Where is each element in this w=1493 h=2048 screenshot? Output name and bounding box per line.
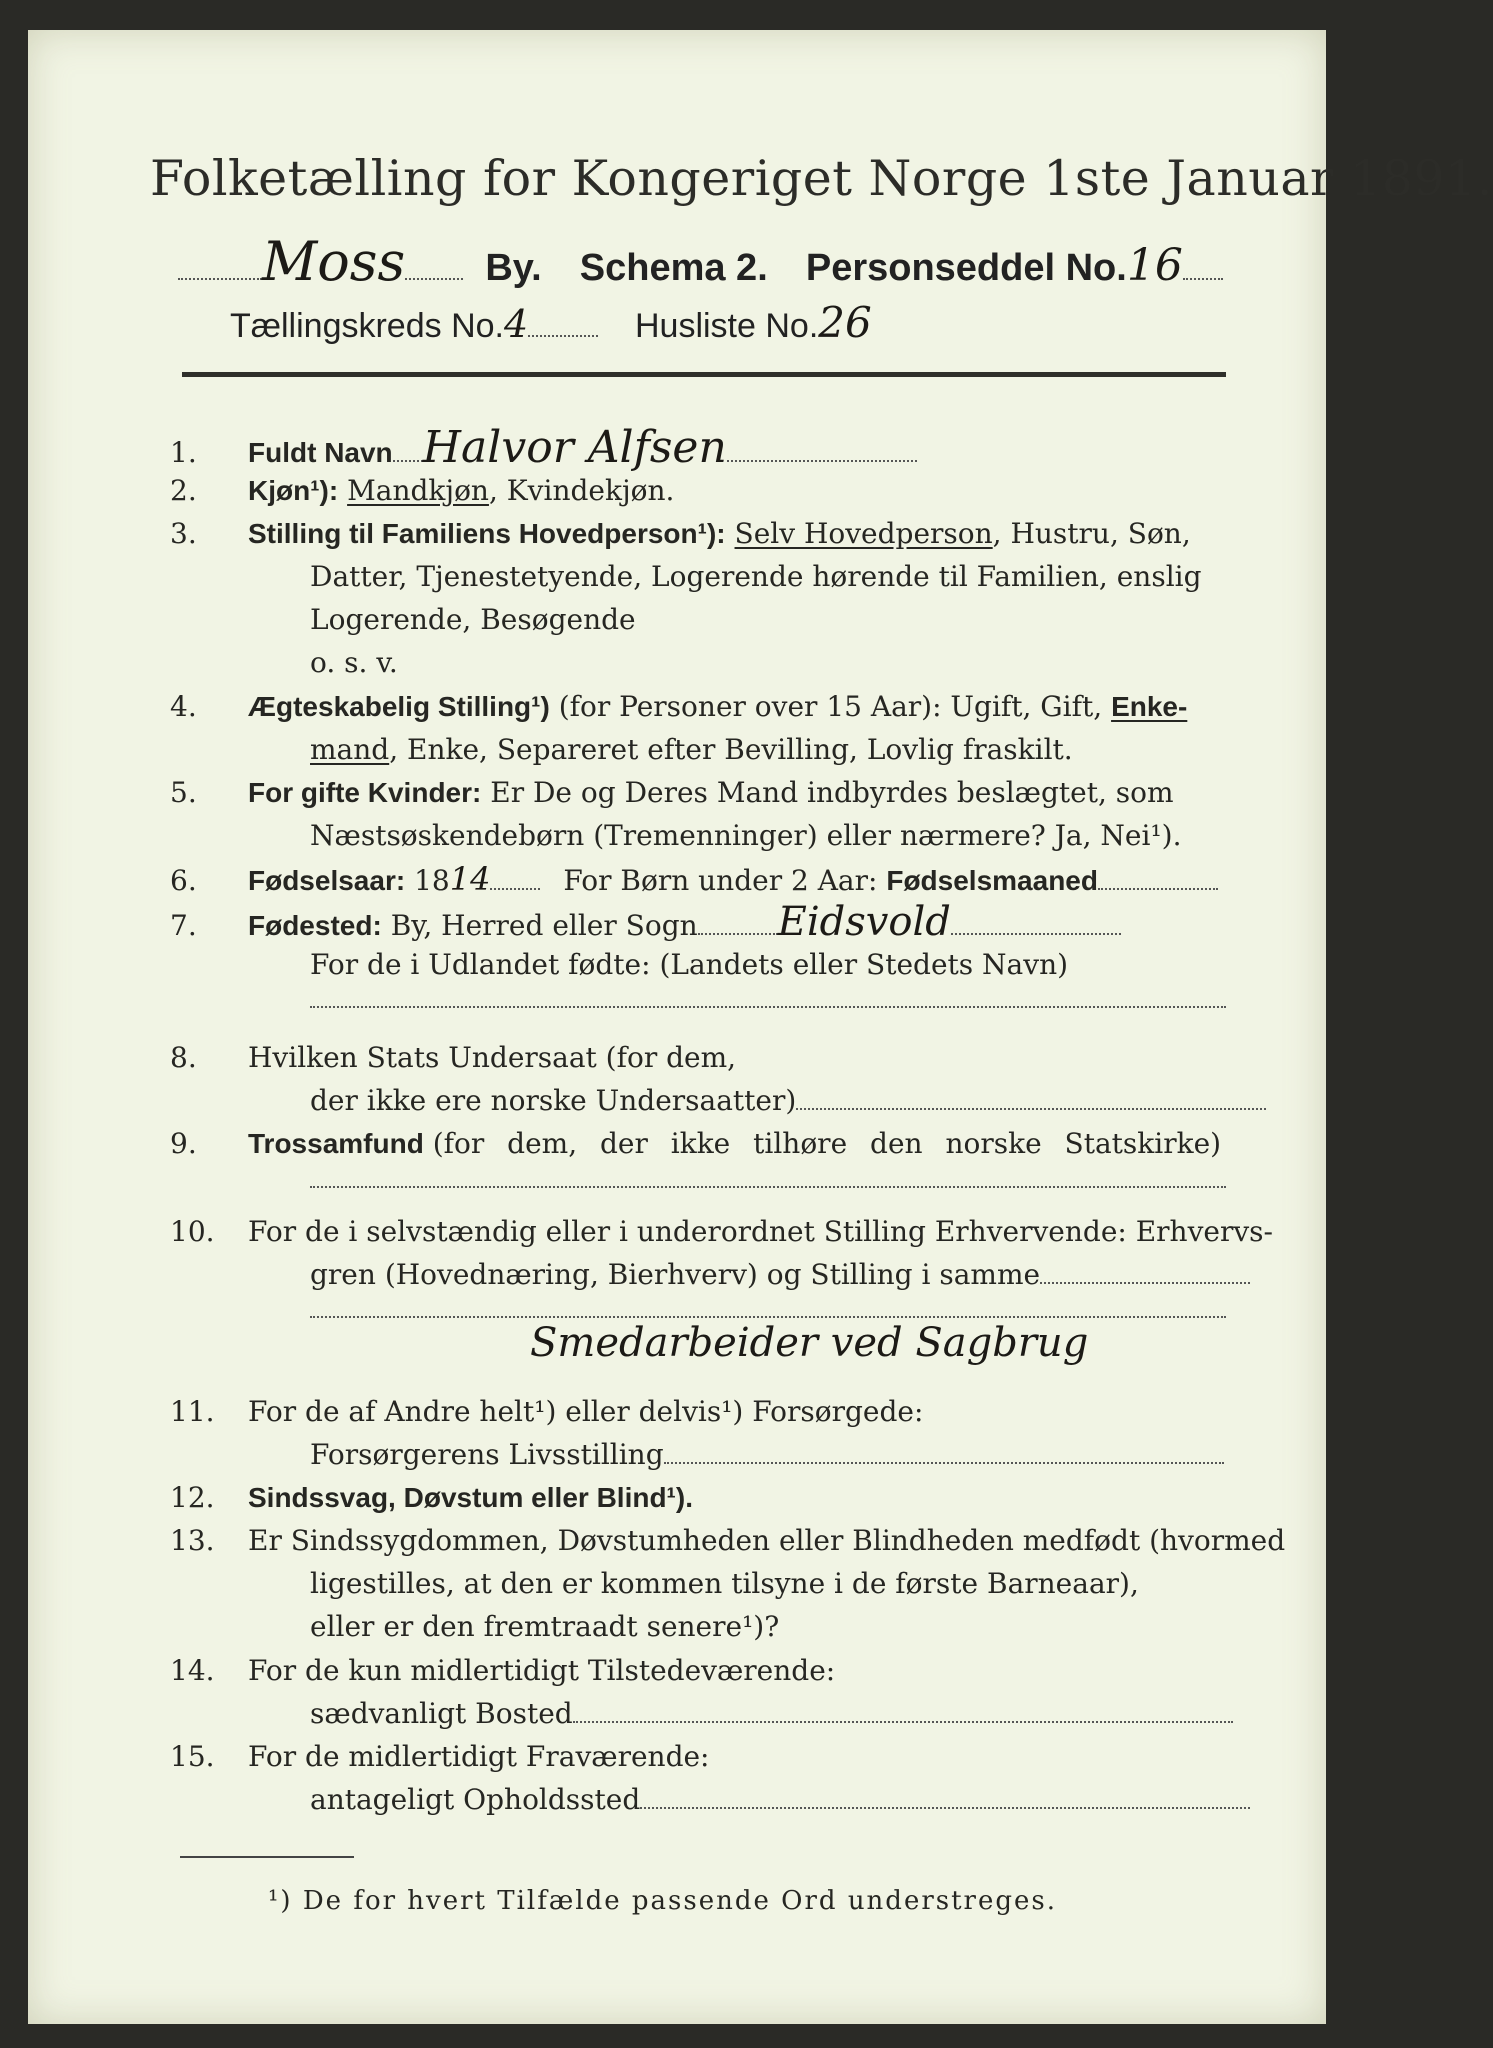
item-8-text: Hvilken Stats Undersaat (for dem, [248, 1041, 737, 1074]
husliste-value: 26 [818, 298, 872, 347]
item-label: Sindssvag, Døvstum eller Blind¹). [248, 1482, 693, 1513]
item-10-line-2 [310, 1254, 1250, 1296]
item-4-text: (for Personer over 15 Aar): Ugift, Gift, [558, 690, 1103, 723]
marital-option-selected: Enke- [1111, 691, 1188, 722]
full-name-value: Halvor Alfsen [422, 422, 727, 473]
item-7 [170, 901, 1121, 947]
item-14-text-2: sædvanligt Bosted [310, 1697, 573, 1730]
birth-year-prefix: 18 [414, 864, 450, 897]
item-15-line-2 [310, 1779, 1250, 1821]
item-number: 1. [170, 436, 197, 469]
item-label: Trossamfund [248, 1128, 424, 1159]
item-number: 6. [170, 864, 197, 897]
footnote-text: ¹) De for hvert Tilfælde passende Ord understreges. [268, 1886, 1058, 1916]
item-3 [170, 513, 1191, 555]
by-label: By. [485, 247, 542, 289]
place-row [178, 230, 1223, 293]
item-13 [170, 1520, 1285, 1562]
item-5-text: Er De og Deres Mand indbyrdes beslægtet, som [490, 776, 1174, 809]
item-14-text: For de kun midlertidigt Tilstedeværende: [248, 1654, 836, 1687]
item-10-blank-line [310, 1316, 1226, 1318]
relation-options-rest: , Hustru, Søn, [992, 517, 1191, 550]
item-number: 5. [170, 776, 197, 809]
item-14-line-2 [310, 1693, 1233, 1735]
place-value: Moss [262, 230, 406, 293]
item-number: 11. [170, 1395, 215, 1428]
item-12 [170, 1477, 693, 1519]
item-13-line-2: ligestilles, at den er kommen tilsyne i de første Barneaar), [310, 1567, 1139, 1600]
item-5 [170, 772, 1174, 814]
item-9 [170, 1123, 1221, 1165]
item-6 [170, 858, 1218, 902]
item-number: 10. [170, 1215, 215, 1248]
footnote-rule [180, 1856, 354, 1858]
marital-options-rest: , Enke, Separeret efter Bevilling, Lovlig fraskilt. [389, 733, 1073, 766]
item-7-blank-line [310, 1006, 1226, 1008]
item-13-line-3: eller er den fremtraadt senere¹)? [310, 1610, 780, 1643]
item-13-text: Er Sindssygdommen, Døvstumheden eller Blindheden medfødt (hvormed [248, 1524, 1286, 1557]
item-number: 8. [170, 1041, 197, 1074]
kreds-label: Tællingskreds No. [230, 307, 504, 345]
item-7-line-2: For de i Udlandet fødte: (Landets eller Stedets Navn) [310, 948, 1069, 981]
kreds-row [230, 298, 872, 347]
form-title: Folketælling for Kongeriget Norge 1ste Januar 1891. [150, 150, 1493, 207]
item-number: 14. [170, 1654, 215, 1687]
item-3-line-3: Logerende, Besøgende [310, 603, 636, 636]
item-10-text-2: gren (Hovednæring, Bierhverv) og Stilling i samme [310, 1258, 1041, 1291]
item-3-line-2: Datter, Tjenestetyende, Logerende hørende til Familien, enslig [310, 560, 1202, 593]
item-number: 4. [170, 690, 197, 723]
item-10 [170, 1211, 1273, 1253]
kreds-value: 4 [503, 302, 529, 346]
item-label: Fødested: [248, 910, 382, 941]
schema-label: Schema 2. [579, 247, 768, 289]
item-9-text: (for dem, der ikke tilhøre den norske Statskirke) [432, 1127, 1222, 1160]
item-11-text: For de af Andre helt¹) eller delvis¹) Forsørgede: [248, 1395, 924, 1428]
item-9-blank-line [310, 1186, 1226, 1188]
item-number: 15. [170, 1740, 215, 1773]
item-label: Stilling til Familiens Hovedperson¹): [248, 518, 726, 549]
sex-option-selected: Mandkjøn [347, 474, 489, 507]
item-label: Ægteskabelig Stilling¹) [248, 691, 550, 722]
birth-month-label: Fødselsmaaned [886, 865, 1098, 896]
item-label: Fødselsaar: [248, 865, 406, 896]
relation-option-selected: Selv Hovedperson [734, 517, 993, 550]
item-11-text-2: Forsørgerens Livsstilling [310, 1438, 664, 1471]
item-8 [170, 1037, 736, 1079]
personseddel-label: Personseddel No. [805, 247, 1127, 289]
item-number: 9. [170, 1127, 197, 1160]
item-3-line-4: o. s. v. [310, 646, 398, 679]
item-15-text: For de midlertidigt Fraværende: [248, 1740, 710, 1773]
item-number: 12. [170, 1481, 215, 1514]
item-number: 13. [170, 1524, 215, 1557]
item-8-line-2 [310, 1080, 1266, 1122]
item-7-text: By, Herred eller Sogn [390, 909, 698, 942]
item-14 [170, 1650, 835, 1692]
marital-option-selected-cont: mand [310, 733, 390, 766]
item-label: Kjøn¹): [248, 475, 339, 506]
item-4-line-2 [310, 729, 1073, 771]
item-1 [170, 422, 917, 474]
item-4 [170, 686, 1187, 728]
occupation-value: Smedarbeider ved Sagbrug [530, 1320, 1089, 1366]
item-label: Fuldt Navn [248, 437, 393, 468]
sex-options-rest: , Kvindekjøn. [488, 474, 675, 507]
item-10-text: For de i selvstændig eller i underordnet Stilling Erhvervende: Erhvervs- [248, 1215, 1274, 1248]
item-6-text: For Børn under 2 Aar: [563, 864, 878, 897]
item-11 [170, 1391, 923, 1433]
item-label: For gifte Kvinder: [248, 777, 482, 808]
item-number: 7. [170, 909, 197, 942]
birth-year-value: 14 [449, 860, 491, 898]
item-number: 3. [170, 517, 197, 550]
header-rule [182, 372, 1226, 377]
husliste-label: Husliste No. [634, 307, 819, 345]
birthplace-value: Eidsvold [777, 899, 951, 945]
item-2 [170, 470, 674, 512]
item-8-text-2: der ikke ere norske Undersaatter) [310, 1084, 797, 1117]
item-15 [170, 1736, 710, 1778]
personseddel-value: 16 [1126, 240, 1183, 291]
item-11-line-2 [310, 1434, 1224, 1476]
item-15-text-2: antageligt Opholdssted [310, 1783, 641, 1816]
item-5-line-2: Næstsøskendebørn (Tremenninger) eller nærmere? Ja, Nei¹). [310, 819, 1182, 852]
item-number: 2. [170, 474, 197, 507]
